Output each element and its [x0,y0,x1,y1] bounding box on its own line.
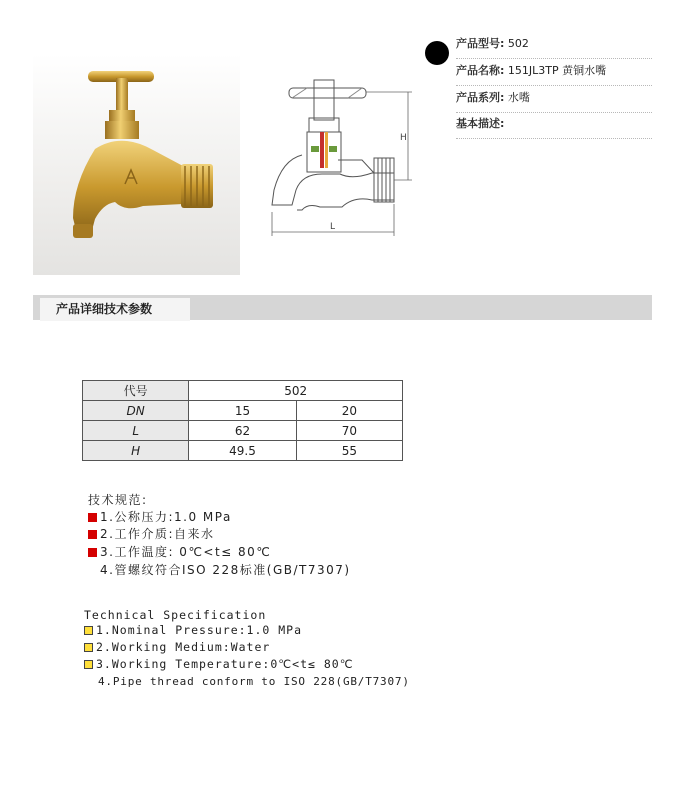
spec-cn-item-text: 4.管螺纹符合ISO 228标准(GB/T7307) [100,563,351,577]
product-name-row [456,60,652,86]
spec-cn-title: 技术规范: [88,493,148,507]
table-code-value: 502 [189,381,403,401]
bullet-red-icon [88,513,97,522]
technical-drawing [262,70,422,245]
spec-en-item-text: 3.Working Temperature:0℃<t≤ 80℃ [96,657,354,671]
product-series-label: 产品系列: [456,91,505,104]
spec-en-item-text: 1.Nominal Pressure:1.0 MPa [96,623,303,637]
section-title: 产品详细技术参数 [40,298,190,321]
spec-en-title: Technical Specification [84,608,267,622]
table-row-label: H [83,441,189,461]
spec-cn-item [88,543,271,560]
dimension-l-label: L [330,222,336,232]
bullet-yellow-icon [84,660,93,669]
table-cell: 20 [296,401,402,421]
spec-cn-item-text: 2.工作介质:自来水 [100,527,215,541]
product-name-label: 产品名称: [456,64,505,77]
product-photo [33,54,240,275]
dimension-h-label: H [400,133,407,143]
product-model-row [456,33,652,59]
table-row [83,421,403,441]
product-desc-label: 基本描述: [456,117,505,130]
table-cell: 49.5 [189,441,296,461]
spec-en-item [84,623,302,637]
spec-en-item [98,675,410,688]
spec-en-item [84,657,354,671]
bullet-red-icon [88,548,97,557]
table-cell: 70 [296,421,402,441]
spec-cn-item [100,561,351,578]
product-desc-row [456,113,652,139]
bullet-yellow-icon [84,643,93,652]
product-series-value: 水嘴 [507,91,530,104]
spec-cn-item-text: 1.公称压力:1.0 MPa [100,510,232,524]
product-series-row [456,87,652,113]
product-model-value: 502 [507,37,529,50]
table-row [83,401,403,421]
table-cell: 62 [189,421,296,441]
spec-en-item-text: 2.Working Medium:Water [96,640,271,654]
brass-faucet-image [33,54,240,275]
table-row [83,441,403,461]
spec-cn-item [88,525,215,542]
product-dot-icon [425,41,449,65]
table-cell: 55 [296,441,402,461]
table-row-label: L [83,421,189,441]
spec-en-item-text: 4.Pipe thread conform to ISO 228(GB/T7307) [98,675,410,688]
table-code-label: 代号 [83,381,189,401]
table-row [83,381,403,401]
bullet-red-icon [88,530,97,539]
table-cell: 15 [189,401,296,421]
table-row-label: DN [83,401,189,421]
bullet-yellow-icon [84,626,93,635]
product-name-value: 151JL3TP 黄铜水嘴 [507,64,607,77]
spec-cn-item [88,508,232,525]
spec-cn-item-text: 3.工作温度: 0℃<t≤ 80℃ [100,545,272,559]
spec-en-item [84,640,270,654]
product-model-label: 产品型号: [456,37,505,50]
parameter-table [82,380,403,461]
